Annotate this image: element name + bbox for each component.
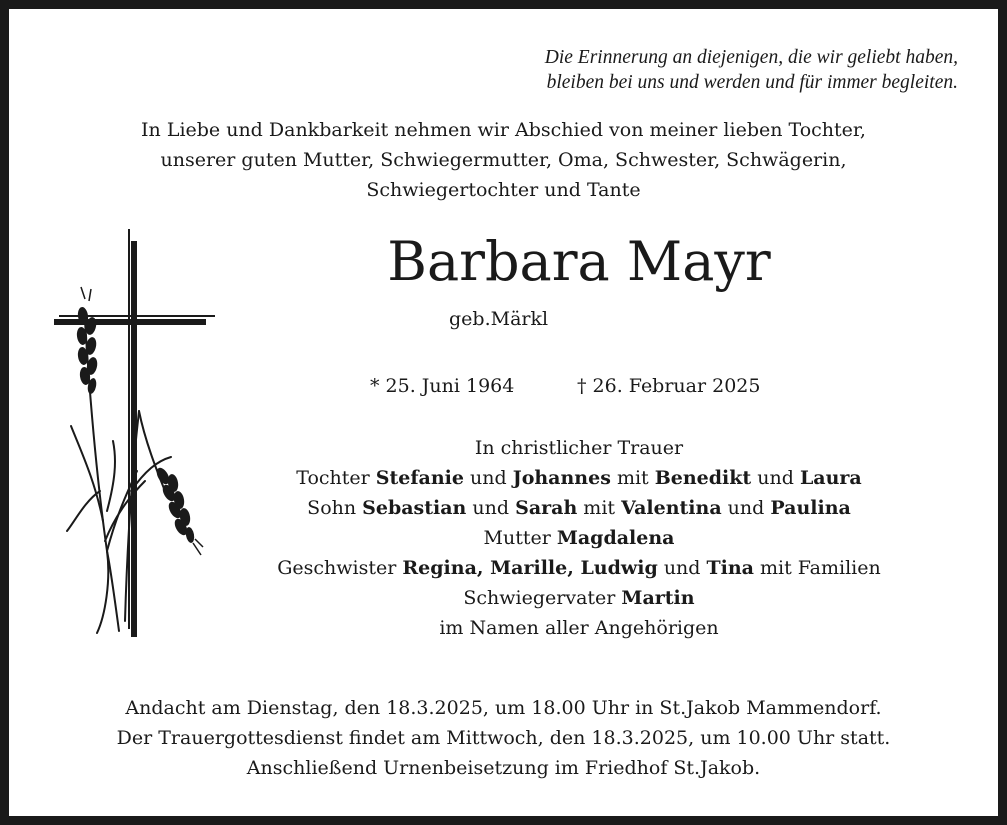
text: Geschwister (277, 557, 403, 579)
intro-line-3: Schwiegertochter und Tante (366, 179, 641, 201)
mourners-list (239, 433, 919, 643)
service-line-1: Andacht am Dienstag, den 18.3.2025, um 18.00 Uhr in St.Jakob Mammendorf. (125, 697, 882, 719)
person-name: Martin (621, 587, 695, 609)
person-name: Magdalena (556, 527, 675, 549)
person-name: Regina, Marille, Ludwig (402, 557, 658, 579)
text: und (751, 467, 800, 489)
mourners-line-children-2 (239, 493, 919, 523)
mourners-line-children-1 (239, 463, 919, 493)
cross-icon (54, 229, 215, 637)
person-name: Tina (706, 557, 754, 579)
mourners-line-siblings (239, 553, 919, 583)
quote-line-2: bleiben bei uns und werden und für immer begleiten. (546, 72, 958, 93)
mourners-line-father-in-law (239, 583, 919, 613)
service-line-3: Anschließend Urnenbeisetzung im Friedhof St.Jakob. (246, 757, 761, 779)
deceased-name: Barbara Mayr (387, 230, 771, 293)
person-name: Laura (799, 467, 862, 489)
person-name: Sarah (515, 497, 578, 519)
text: Mutter (483, 527, 557, 549)
text: mit (610, 467, 655, 489)
text: mit Familien (753, 557, 881, 579)
memorial-quote (545, 45, 958, 95)
text: und (657, 557, 707, 579)
text: mit (577, 497, 622, 519)
text: Sohn (307, 497, 363, 519)
person-name: Paulina (770, 497, 851, 519)
mourners-heading: In christlicher Trauer (474, 437, 684, 459)
wheat-ear-right-icon (154, 466, 203, 555)
mourners-line-mother (239, 523, 919, 553)
person-name: Sebastian (362, 497, 467, 519)
text: Schwiegervater (463, 587, 622, 609)
service-info (9, 693, 998, 783)
service-line-2: Der Trauergottesdienst findet am Mittwoch, den 18.3.2025, um 10.00 Uhr statt. (116, 727, 891, 749)
birth-date: * 25. Juni 1964 (370, 375, 515, 397)
intro-text (9, 115, 998, 205)
quote-line-1: Die Erinnerung an diejenigen, die wir geliebt haben, (544, 47, 958, 68)
death-date: † 26. Februar 2025 (577, 375, 761, 397)
person-name: Benedikt (654, 467, 752, 489)
intro-line-1: In Liebe und Dankbarkeit nehmen wir Abschied von meiner lieben Tochter, (141, 119, 866, 141)
text: und (463, 467, 513, 489)
cross-with-wheat-icon (45, 221, 220, 641)
person-name: Valentina (621, 497, 722, 519)
intro-line-2: unserer guten Mutter, Schwiegermutter, Oma, Schwester, Schwägerin, (160, 149, 847, 171)
text: und (721, 497, 771, 519)
text: Tochter (296, 467, 376, 489)
mourners-closing: im Namen aller Angehörigen (439, 617, 719, 639)
person-name: Stefanie (375, 467, 464, 489)
person-name: Johannes (512, 467, 611, 489)
text: und (466, 497, 516, 519)
maiden-name: geb.Märkl (449, 308, 549, 330)
